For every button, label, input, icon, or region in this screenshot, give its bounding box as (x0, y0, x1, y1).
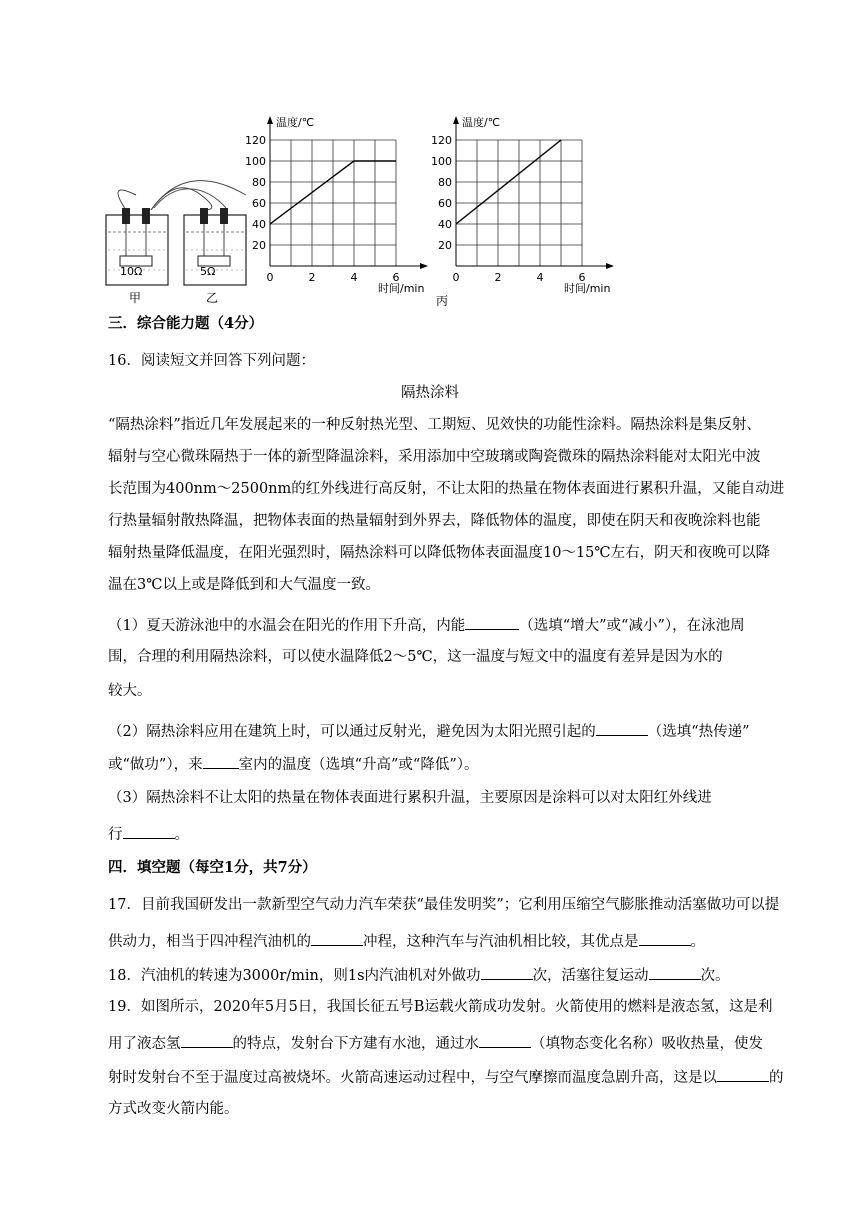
x-tick-label: 0 (266, 271, 274, 284)
y-tick-label: 120 (245, 134, 266, 147)
q16-3-text-a: 行 (108, 827, 123, 843)
y-tick-label: 80 (252, 176, 266, 189)
q18-line (108, 963, 730, 986)
q16-2-text-a: （2）隔热涂料应用在建筑上时，可以通过反射光，避免因为太阳光照引起的 (108, 724, 596, 740)
q16-2-text-b: （选填“热传递” (647, 724, 750, 740)
q16-3-text-b: 。 (174, 827, 189, 843)
q18-text-c: 次。 (700, 968, 730, 984)
q17-line1: 17．目前我国研发出一款新型空气动力汽车荣获“最佳发明奖”；它利用压缩空气膨胀推动活塞做功可以提 (108, 897, 780, 913)
q17-text-c: 。 (690, 934, 705, 950)
article-line: “隔热涂料”指近几年发展起来的一种反射热光型、工期短、见效快的功能性涂料。隔热涂料是集反射、 (108, 417, 761, 433)
answer-blank[interactable] (181, 1031, 233, 1048)
q19-line4: 方式改变火箭内能。 (108, 1101, 239, 1117)
beaker-left-label: 甲 (129, 291, 142, 305)
x-axis-arrow (420, 263, 428, 269)
q16-2-text-d: 室内的温度（选填“升高”或“降低”）。 (238, 757, 479, 773)
y-axis-arrow (453, 116, 459, 124)
q17-text-b: 冲程，这种汽车与汽油机相比较，其优点是 (363, 934, 639, 950)
y-axis-arrow (267, 116, 273, 124)
q16-1-line2: 围，合理的利用隔热涂料，可以使水温降低2～5℃，这一温度与短文中的温度有差异是因为水的 (108, 649, 723, 665)
y-axis-label: 温度/℃ (276, 116, 315, 129)
answer-blank[interactable] (311, 929, 363, 946)
x-tick-label: 0 (452, 271, 460, 284)
q19-line1: 19．如图所示，2020年5月5日，我国长征五号B运载火箭成功发射。火箭使用的燃料是液态氢，这是利 (108, 999, 773, 1015)
q19-line2 (108, 1031, 763, 1054)
resistor-left-label: 10Ω (120, 265, 143, 278)
article-line: 行热量辐射散热降温，把物体表面的热量辐射到外界去，降低物体的温度，即使在阴天和夜晚涂料也能 (108, 513, 761, 529)
graph-right-label: 丙 (436, 294, 449, 308)
q19-line3 (108, 1065, 784, 1088)
article-line: 辐射与空心微珠隔热于一体的新型降温涂料，采用添加中空玻璃或陶瓷微珠的隔热涂料能对太阳光中波 (108, 449, 761, 465)
y-tick-label: 40 (438, 218, 452, 231)
x-tick-label: 6 (392, 271, 400, 284)
q18-text-a: 18．汽油机的转速为3000r/min，则1s内汽油机对外做功 (108, 968, 481, 984)
q18-text-b: 次，活塞往复运动 (532, 968, 649, 984)
x-axis-label: 时间/min (564, 282, 611, 295)
x-tick-label: 6 (578, 271, 586, 284)
q17-text-a: 供动力，相当于四冲程汽油机的 (108, 934, 311, 950)
article-title: 隔热涂料 (401, 385, 459, 401)
answer-blank[interactable] (123, 822, 175, 839)
y-tick-label: 100 (245, 155, 266, 168)
x-tick-label: 4 (536, 271, 544, 284)
article-line: 辐射热量降低温度，在阳光强烈时，隔热涂料可以降低物体表面温度10～15℃左右，阴天和夜晚可以降 (108, 545, 771, 561)
y-tick-label: 60 (252, 197, 266, 210)
y-tick-label: 120 (431, 134, 452, 147)
q16-3-line1: （3）隔热涂料不让太阳的热量在物体表面进行累积升温，主要原因是涂料可以对太阳红外线进 (108, 790, 712, 806)
q19-text-c: （填物态变化名称）吸收热量，使发 (531, 1036, 763, 1052)
q19-text-e: 的 (769, 1070, 784, 1086)
q16-1-line1 (108, 613, 745, 636)
section3-heading: 三．综合能力题（4分） (108, 315, 264, 332)
q16-1-text-a: （1）夏天游泳池中的水温会在阳光的作用下升高，内能 (108, 618, 466, 634)
x-tick-label: 2 (494, 271, 502, 284)
answer-blank[interactable] (481, 963, 533, 980)
y-axis-label: 温度/℃ (462, 116, 501, 129)
answer-blank[interactable] (649, 963, 701, 980)
article-line: 长范围为400nm～2500nm的红外线进行高反射，不让太阳的热量在物体表面进行累积升温，又能自动进 (108, 481, 785, 497)
answer-blank[interactable] (717, 1065, 769, 1082)
y-tick-label: 20 (438, 239, 452, 252)
y-tick-label: 20 (252, 239, 266, 252)
q16-3-line2 (108, 822, 189, 845)
x-axis-label: 时间/min (378, 282, 425, 295)
x-tick-label: 4 (350, 271, 358, 284)
q19-text-b: 的特点，发射台下方建有水池，通过水 (232, 1036, 479, 1052)
answer-blank[interactable] (479, 1031, 531, 1048)
figure-area (96, 100, 636, 314)
y-tick-label: 40 (252, 218, 266, 231)
answer-blank[interactable] (596, 719, 648, 736)
answer-blank[interactable] (465, 613, 519, 630)
section4-heading: 四．填空题（每空1分，共7分） (108, 859, 317, 876)
q19-text-a: 用了液态氢 (108, 1036, 181, 1052)
article-line: 温在3℃以上或是降低到和大气温度一致。 (108, 577, 380, 593)
beaker-right-label: 乙 (206, 291, 219, 305)
q16-2-line2 (108, 752, 478, 775)
y-tick-label: 60 (438, 197, 452, 210)
resistor-right-label: 5Ω (200, 265, 216, 278)
x-tick-label: 2 (308, 271, 316, 284)
q17-line2 (108, 929, 705, 952)
y-tick-label: 80 (438, 176, 452, 189)
q16-intro: 16．阅读短文并回答下列问题： (108, 353, 315, 369)
q19-text-d: 射时发射台不至于温度过高被烧坏。火箭高速运动过程中，与空气摩擦而温度急剧升高，这是以 (108, 1070, 717, 1086)
temperature-graph-left (245, 115, 428, 295)
y-tick-label: 100 (431, 155, 452, 168)
answer-blank[interactable] (203, 752, 239, 769)
q16-1-text-b: （选填“增大”或“减小”），在泳池周 (519, 618, 745, 634)
answer-blank[interactable] (639, 929, 691, 946)
q16-1-line3: 较大。 (108, 683, 152, 699)
temperature-graph-right (431, 115, 614, 295)
q16-2-text-c: 或“做功”），来 (108, 757, 203, 773)
q16-2-line1 (108, 719, 750, 742)
figure-svg (96, 100, 636, 310)
x-axis-arrow (606, 263, 614, 269)
